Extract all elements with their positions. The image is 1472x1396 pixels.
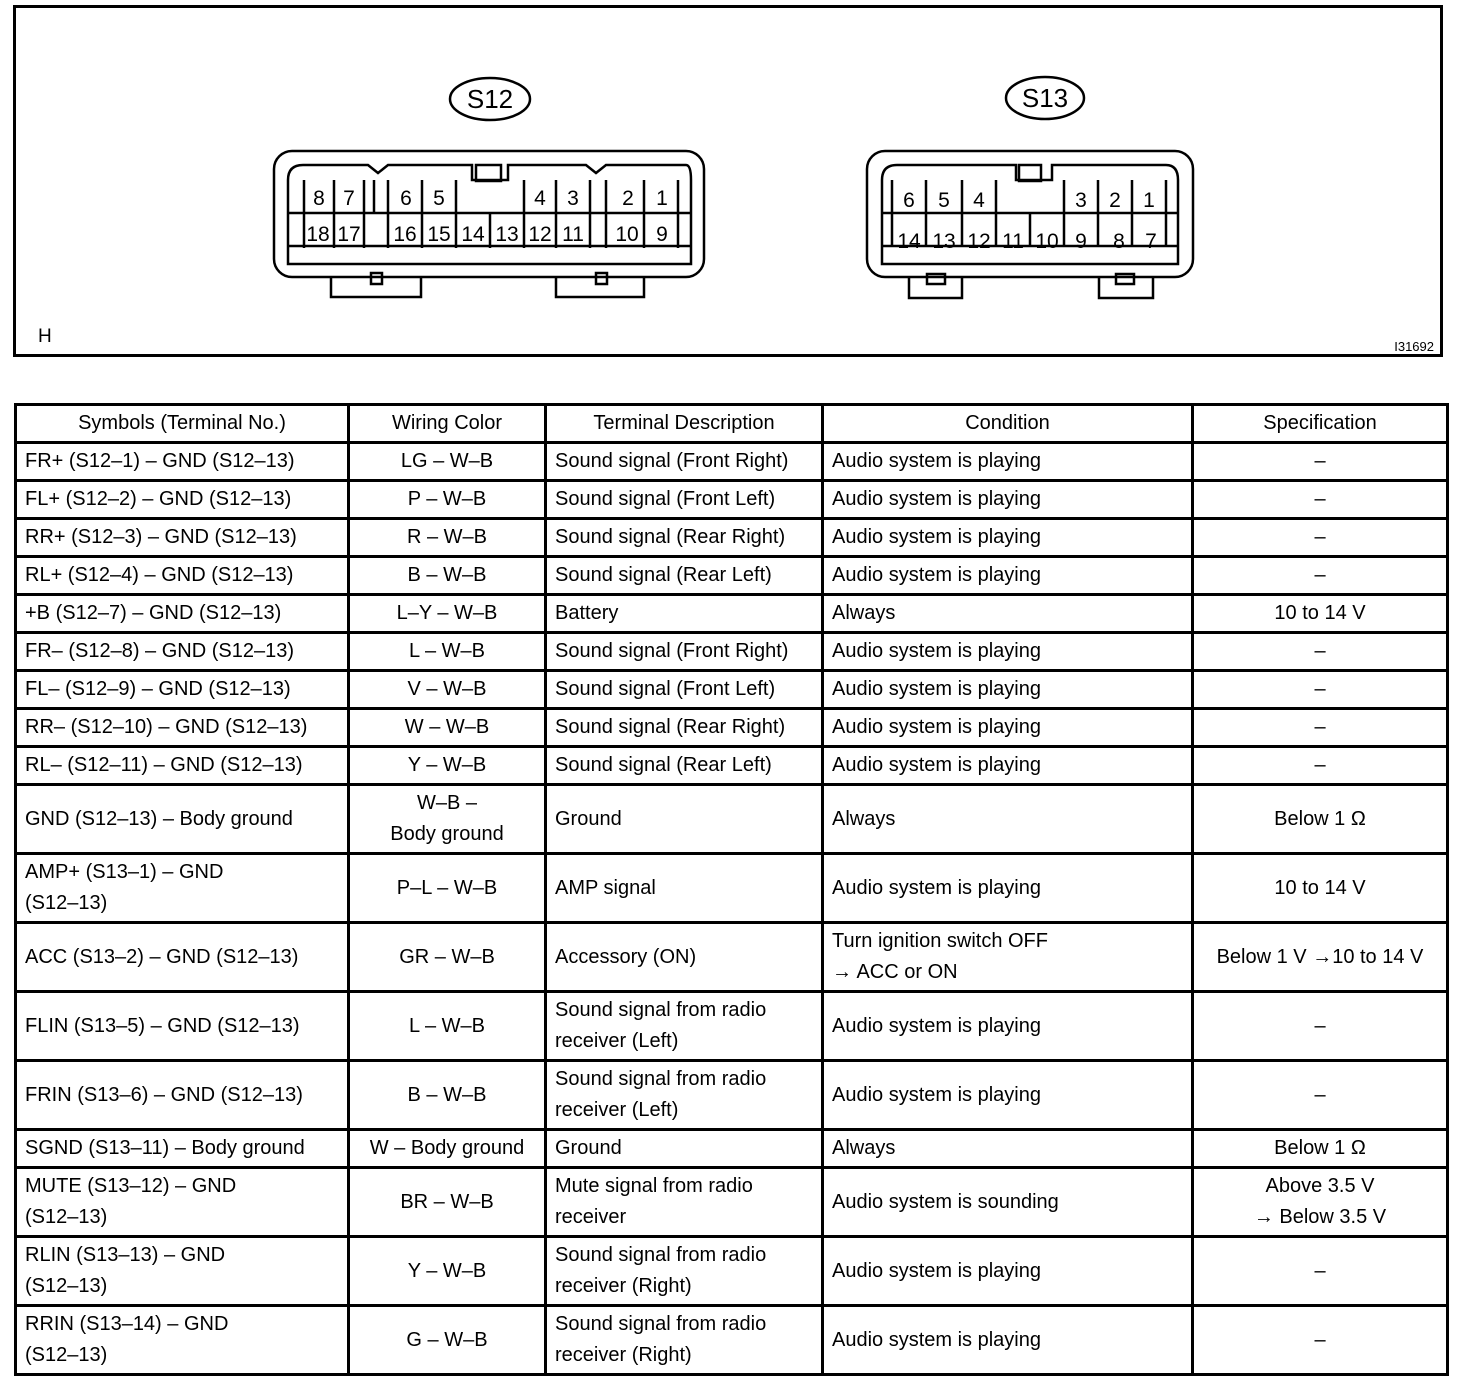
cell-symbols-line: RL+ (S12–4) – GND (S12–13)	[25, 564, 294, 586]
s12-pin-11: 11	[562, 223, 584, 246]
cell-description-line: receiver (Right)	[555, 1275, 692, 1297]
cell-symbols-line: FR+ (S12–1) – GND (S12–13)	[25, 450, 295, 472]
cell-symbols	[16, 481, 349, 519]
header-terminal-description: Terminal Description	[546, 405, 823, 443]
cell-condition-line: Audio system is playing	[832, 1083, 1041, 1106]
cell-condition	[823, 671, 1193, 709]
cell-condition	[823, 1237, 1193, 1306]
cell-description-line: Sound signal from radio	[555, 999, 767, 1021]
cell-wiring-color	[349, 1130, 546, 1168]
cell-wiring-color-line: LG – W–B	[400, 450, 494, 472]
cell-symbols-line: +B (S12–7) – GND (S12–13)	[25, 602, 282, 624]
cell-description	[546, 923, 823, 992]
table-row	[16, 443, 1448, 481]
cell-description	[546, 709, 823, 747]
cell-specification	[1193, 1306, 1448, 1375]
cell-symbols	[16, 443, 349, 481]
cell-description	[546, 785, 823, 854]
cell-condition	[823, 785, 1193, 854]
table-row	[16, 854, 1448, 923]
cell-description	[546, 1306, 823, 1375]
cell-condition	[823, 1061, 1193, 1130]
cell-specification-line: 10 to 14 V	[1274, 876, 1366, 899]
cell-condition	[823, 443, 1193, 481]
cell-specification-line: –	[1314, 716, 1326, 738]
cell-specification	[1193, 992, 1448, 1061]
cell-description	[546, 519, 823, 557]
cell-description-line: Sound signal from radio	[555, 1313, 767, 1335]
cell-description-line: Sound signal (Rear Left)	[555, 564, 772, 586]
s13-pin-13: 13	[932, 230, 956, 253]
cell-symbols	[16, 595, 349, 633]
table-header-row	[16, 405, 1448, 443]
cell-condition-line: Audio system is playing	[832, 876, 1041, 899]
cell-description-line: Ground	[555, 1137, 622, 1159]
cell-specification	[1193, 443, 1448, 481]
cell-symbols	[16, 709, 349, 747]
s13-pin-4: 4	[973, 189, 985, 212]
table-row	[16, 785, 1448, 854]
table-row	[16, 747, 1448, 785]
table-row	[16, 595, 1448, 633]
cell-description	[546, 671, 823, 709]
cell-specification	[1193, 747, 1448, 785]
cell-description-line: Accessory (ON)	[555, 945, 697, 968]
cell-description	[546, 443, 823, 481]
cell-symbols	[16, 785, 349, 854]
cell-description-line: Sound signal (Front Right)	[555, 450, 789, 472]
cell-symbols	[16, 1168, 349, 1237]
cell-condition	[823, 519, 1193, 557]
cell-symbols	[16, 1061, 349, 1130]
cell-wiring-color	[349, 923, 546, 992]
cell-wiring-color	[349, 785, 546, 854]
cell-wiring-color-line: BR – W–B	[400, 1190, 494, 1213]
cell-specification	[1193, 671, 1448, 709]
cell-specification	[1193, 923, 1448, 992]
cell-symbols-line: MUTE (S13–12) – GND	[25, 1175, 237, 1197]
cell-specification	[1193, 1237, 1448, 1306]
cell-condition-line: Audio system is playing	[832, 640, 1041, 662]
cell-description	[546, 1130, 823, 1168]
cell-specification-line: –	[1314, 1014, 1326, 1037]
cell-symbols-line: (S12–13)	[25, 892, 108, 914]
header-symbols: Symbols (Terminal No.)	[16, 405, 349, 443]
cell-wiring-color	[349, 747, 546, 785]
cell-specification-line: Above 3.5 V	[1265, 1175, 1375, 1197]
cell-condition-line: Always	[832, 1137, 896, 1159]
cell-description-line: Sound signal (Rear Right)	[555, 716, 786, 738]
s12-pin-10: 10	[615, 223, 639, 246]
cell-specification-line: –	[1314, 754, 1326, 776]
s13-pin-6: 6	[903, 189, 915, 212]
cell-description	[546, 633, 823, 671]
table-row	[16, 709, 1448, 747]
s13-pin-3: 3	[1075, 189, 1087, 212]
s12-pin-14: 14	[461, 223, 485, 246]
cell-condition-line: Always	[832, 602, 896, 624]
s12-pin-9: 9	[656, 223, 668, 246]
cell-wiring-color-line: B – W–B	[407, 1083, 487, 1106]
cell-symbols	[16, 1237, 349, 1306]
cell-condition-line: Audio system is playing	[832, 450, 1041, 472]
s12-pin-15: 15	[427, 223, 451, 246]
connector-drawing	[16, 8, 1440, 354]
cell-description-line: Sound signal (Rear Right)	[555, 526, 786, 548]
cell-wiring-color-line: W – W–B	[404, 716, 490, 738]
cell-description-line: receiver (Left)	[555, 1030, 679, 1052]
cell-condition-line: Audio system is playing	[832, 564, 1041, 586]
cell-symbols-line: FL+ (S12–2) – GND (S12–13)	[25, 488, 292, 510]
cell-symbols-line: SGND (S13–11) – Body ground	[25, 1137, 305, 1159]
cell-specification-line: Below 1 Ω	[1274, 1137, 1366, 1159]
cell-condition-line: Audio system is playing	[832, 1014, 1041, 1037]
s12-label: S12	[466, 84, 514, 114]
cell-wiring-color	[349, 1237, 546, 1306]
cell-specification-line: –	[1314, 488, 1326, 510]
cell-condition-line: Audio system is playing	[832, 1328, 1041, 1351]
s13-pin-5: 5	[938, 189, 950, 212]
cell-wiring-color-line: GR – W–B	[399, 945, 495, 968]
cell-symbols-line: (S12–13)	[25, 1206, 108, 1228]
cell-description-line: receiver (Left)	[555, 1099, 679, 1121]
table-row	[16, 633, 1448, 671]
table-row	[16, 1168, 1448, 1237]
cell-wiring-color	[349, 633, 546, 671]
cell-specification-line: –	[1314, 678, 1326, 700]
cell-wiring-color-line: V – W–B	[407, 678, 487, 700]
cell-wiring-color	[349, 1306, 546, 1375]
table-row	[16, 671, 1448, 709]
s13-pin-11: 11	[1002, 230, 1024, 253]
cell-condition-line: Always	[832, 807, 896, 830]
cell-wiring-color-line: L–Y – W–B	[396, 602, 498, 624]
cell-symbols	[16, 671, 349, 709]
table-row	[16, 992, 1448, 1061]
header-wiring-color: Wiring Color	[349, 405, 546, 443]
cell-specification-line: → Below 3.5 V	[1253, 1206, 1387, 1228]
cell-wiring-color	[349, 595, 546, 633]
cell-wiring-color	[349, 519, 546, 557]
cell-symbols	[16, 557, 349, 595]
table-row	[16, 1130, 1448, 1168]
cell-wiring-color-line: G – W–B	[406, 1328, 488, 1351]
cell-symbols-line: FLIN (S13–5) – GND (S12–13)	[25, 1014, 300, 1037]
cell-specification	[1193, 595, 1448, 633]
terminal-spec-table	[14, 403, 1449, 1376]
cell-symbols-line: RLIN (S13–13) – GND	[25, 1244, 226, 1266]
cell-condition	[823, 633, 1193, 671]
cell-symbols-line: (S12–13)	[25, 1344, 108, 1366]
cell-condition-line: Audio system is playing	[832, 716, 1041, 738]
s12-pin-17: 17	[337, 223, 361, 246]
table-row	[16, 923, 1448, 992]
cell-specification	[1193, 854, 1448, 923]
s13-pin-1: 1	[1143, 189, 1155, 212]
cell-specification-line: 10 to 14 V	[1274, 602, 1366, 624]
cell-symbols	[16, 1130, 349, 1168]
s12-pin-1: 1	[656, 187, 668, 210]
s13-label: S13	[1021, 83, 1069, 113]
s13-pin-7: 7	[1145, 230, 1157, 253]
cell-wiring-color-line: Y – W–B	[407, 754, 487, 776]
cell-symbols	[16, 923, 349, 992]
cell-description-line: Ground	[555, 807, 622, 830]
cell-symbols-line: FR– (S12–8) – GND (S12–13)	[25, 640, 295, 662]
cell-specification	[1193, 709, 1448, 747]
figure-code: I31692	[1394, 339, 1434, 354]
s13-pin-10: 10	[1035, 230, 1059, 253]
cell-wiring-color	[349, 671, 546, 709]
table-row	[16, 481, 1448, 519]
s13-pin-12: 12	[967, 230, 991, 253]
cell-specification-line: Below 1 V →10 to 14 V	[1216, 945, 1424, 968]
cell-symbols-line: RR+ (S12–3) – GND (S12–13)	[25, 526, 297, 548]
cell-specification-line: –	[1314, 526, 1326, 548]
cell-wiring-color	[349, 443, 546, 481]
cell-wiring-color-line: L – W–B	[409, 640, 485, 662]
cell-description-line: Battery	[555, 602, 619, 624]
cell-condition-line: Audio system is sounding	[832, 1190, 1059, 1213]
table-row	[16, 557, 1448, 595]
cell-symbols-line: FRIN (S13–6) – GND (S12–13)	[25, 1083, 303, 1106]
cell-description	[546, 1168, 823, 1237]
cell-condition-line: Audio system is playing	[832, 488, 1041, 510]
cell-description-line: Sound signal (Rear Left)	[555, 754, 772, 776]
cell-wiring-color	[349, 854, 546, 923]
s13-pin-8: 8	[1113, 230, 1125, 253]
cell-symbols	[16, 992, 349, 1061]
cell-symbols-line: RL– (S12–11) – GND (S12–13)	[25, 754, 303, 776]
cell-symbols-line: FL– (S12–9) – GND (S12–13)	[25, 678, 291, 700]
cell-symbols-line: (S12–13)	[25, 1275, 108, 1297]
cell-symbols-line: RRIN (S13–14) – GND	[25, 1313, 229, 1335]
s12-pin-8: 8	[313, 187, 325, 210]
cell-description-line: Sound signal (Front Right)	[555, 640, 789, 662]
cell-specification	[1193, 1130, 1448, 1168]
cell-specification-line: –	[1314, 450, 1326, 472]
cell-description	[546, 595, 823, 633]
cell-wiring-color-line: P – W–B	[407, 488, 487, 510]
cell-specification	[1193, 1168, 1448, 1237]
cell-symbols	[16, 519, 349, 557]
cell-specification-line: Below 1 Ω	[1274, 807, 1366, 830]
cell-specification-line: –	[1314, 1328, 1326, 1351]
s12-pin-18: 18	[306, 223, 330, 246]
s13-pin-14: 14	[897, 230, 921, 253]
cell-symbols-line: AMP+ (S13–1) – GND	[25, 861, 224, 883]
cell-wiring-color	[349, 1168, 546, 1237]
cell-wiring-color-line: Body ground	[390, 823, 504, 845]
s12-pin-4: 4	[534, 187, 546, 210]
cell-symbols-line: GND (S12–13) – Body ground	[25, 807, 293, 830]
table-row	[16, 1306, 1448, 1375]
cell-description	[546, 992, 823, 1061]
table-row	[16, 519, 1448, 557]
cell-specification	[1193, 785, 1448, 854]
cell-description-line: Mute signal from radio	[555, 1175, 753, 1197]
cell-specification	[1193, 519, 1448, 557]
cell-description	[546, 747, 823, 785]
cell-symbols	[16, 854, 349, 923]
cell-symbols	[16, 633, 349, 671]
cell-specification	[1193, 633, 1448, 671]
cell-description-line: AMP signal	[555, 876, 656, 899]
cell-specification	[1193, 1061, 1448, 1130]
table-row	[16, 1237, 1448, 1306]
header-condition: Condition	[823, 405, 1193, 443]
cell-description-line: receiver	[555, 1206, 627, 1228]
cell-specification-line: –	[1314, 640, 1326, 662]
s12-pin-3: 3	[567, 187, 579, 210]
cell-symbols	[16, 1306, 349, 1375]
cell-description	[546, 854, 823, 923]
cell-wiring-color-line: B – W–B	[407, 564, 487, 586]
cell-specification	[1193, 481, 1448, 519]
cell-symbols-line: ACC (S13–2) – GND (S12–13)	[25, 945, 299, 968]
cell-wiring-color	[349, 1061, 546, 1130]
cell-description	[546, 1061, 823, 1130]
cell-condition	[823, 1306, 1193, 1375]
cell-wiring-color-line: W – Body ground	[369, 1137, 525, 1159]
cell-description	[546, 481, 823, 519]
cell-description	[546, 557, 823, 595]
s12-pin-16: 16	[393, 223, 417, 246]
cell-symbols	[16, 747, 349, 785]
cell-wiring-color	[349, 557, 546, 595]
s13-connector	[867, 151, 1193, 298]
cell-wiring-color-line: W–B –	[416, 792, 478, 814]
cell-wiring-color	[349, 481, 546, 519]
cell-condition	[823, 747, 1193, 785]
cell-condition	[823, 481, 1193, 519]
cell-specification	[1193, 557, 1448, 595]
cell-wiring-color-line: Y – W–B	[407, 1259, 487, 1282]
cell-description-line: Sound signal (Front Left)	[555, 678, 776, 700]
cell-condition	[823, 557, 1193, 595]
s12-pin-7: 7	[343, 187, 355, 210]
s12-pin-12: 12	[528, 223, 552, 246]
cell-wiring-color-line: L – W–B	[409, 1014, 485, 1037]
s12-pin-5: 5	[433, 187, 445, 210]
cell-wiring-color-line: P–L – W–B	[396, 876, 498, 899]
table-row	[16, 1061, 1448, 1130]
cell-condition	[823, 992, 1193, 1061]
cell-description-line: receiver (Right)	[555, 1344, 692, 1366]
cell-condition	[823, 595, 1193, 633]
cell-condition-line: Audio system is playing	[832, 754, 1041, 776]
cell-condition	[823, 854, 1193, 923]
cell-specification-line: –	[1314, 1083, 1326, 1106]
s13-pin-2: 2	[1109, 189, 1121, 212]
cell-wiring-color	[349, 709, 546, 747]
s12-pin-13: 13	[495, 223, 519, 246]
cell-description-line: Sound signal from radio	[555, 1244, 767, 1266]
connector-diagram	[13, 5, 1443, 357]
cell-condition-line: Audio system is playing	[832, 526, 1041, 548]
cell-condition-line: Turn ignition switch OFF	[832, 930, 1048, 952]
header-specification: Specification	[1193, 405, 1448, 443]
cell-condition-line: → ACC or ON	[832, 961, 958, 983]
cell-specification-line: –	[1314, 564, 1326, 586]
cell-description-line: Sound signal from radio	[555, 1068, 767, 1090]
cell-wiring-color-line: R – W–B	[406, 526, 488, 548]
corner-label: H	[38, 326, 52, 347]
cell-specification-line: –	[1314, 1259, 1326, 1282]
s13-pin-9: 9	[1075, 230, 1087, 253]
cell-description-line: Sound signal (Front Left)	[555, 488, 776, 510]
cell-condition	[823, 1130, 1193, 1168]
cell-condition	[823, 923, 1193, 992]
cell-symbols-line: RR– (S12–10) – GND (S12–13)	[25, 716, 308, 738]
cell-condition-line: Audio system is playing	[832, 678, 1041, 700]
cell-wiring-color	[349, 992, 546, 1061]
s12-pin-2: 2	[622, 187, 634, 210]
cell-condition	[823, 709, 1193, 747]
cell-description	[546, 1237, 823, 1306]
cell-condition	[823, 1168, 1193, 1237]
s12-pin-6: 6	[400, 187, 412, 210]
cell-condition-line: Audio system is playing	[832, 1259, 1041, 1282]
